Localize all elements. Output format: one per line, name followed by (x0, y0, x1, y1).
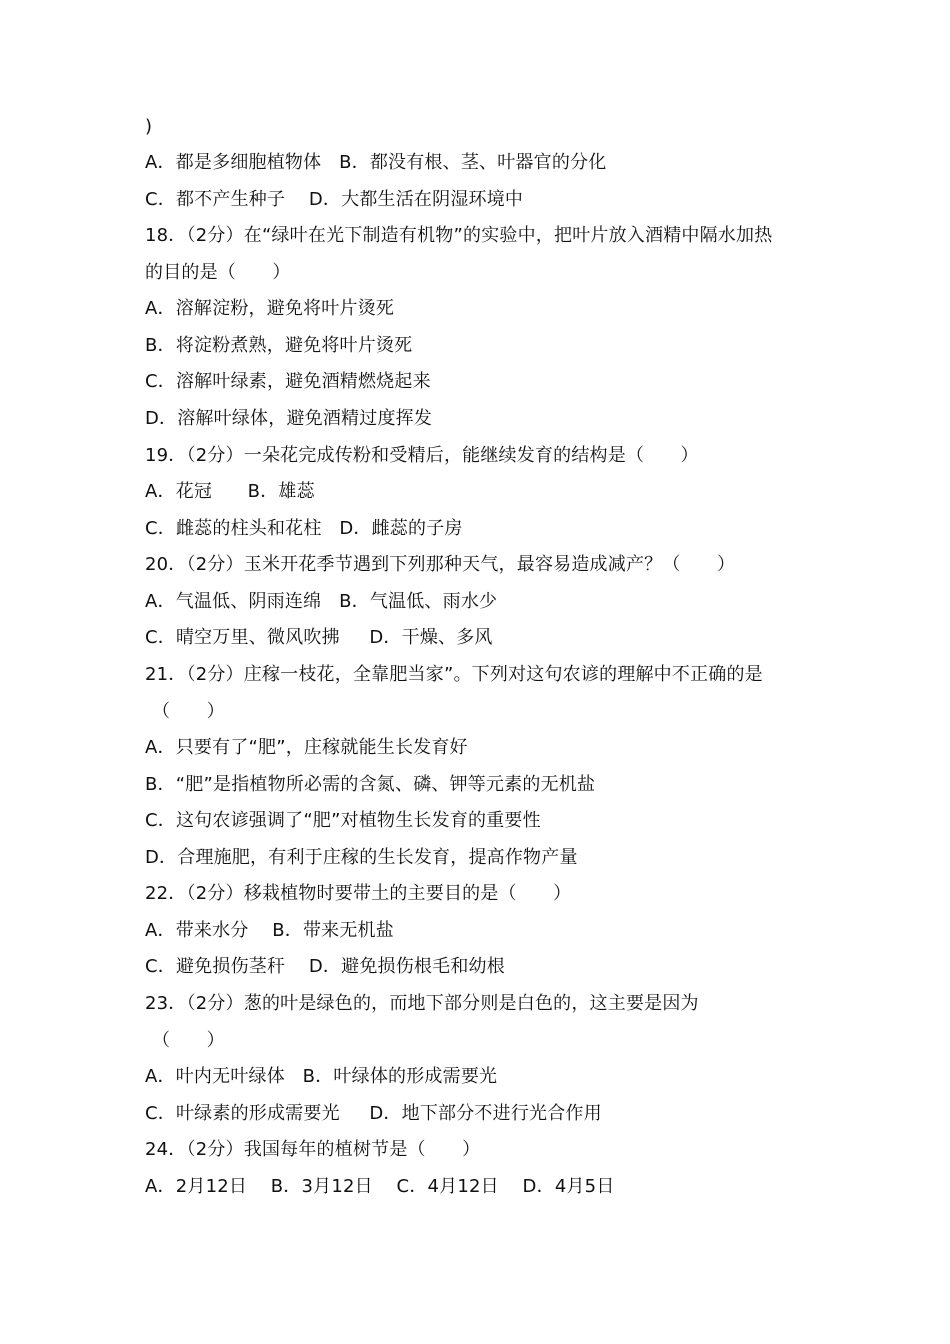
question-21-cont: （ ） (152, 701, 225, 722)
option-line: D．溶解叶绿体，避免酒精过度挥发 (145, 408, 433, 429)
question-24: 24．（2分）我国每年的植树节是（ ） (145, 1139, 481, 1160)
question-21: 21．（2分）庄稼一枝花，全靠肥当家”。下列对这句农谚的理解中不正确的是 (145, 664, 763, 685)
question-20: 20．（2分）玉米开花季节遇到下列那种天气，最容易造成减产？（ ） (145, 554, 736, 575)
option-line: C．这句农谚强调了“肥”对植物生长发育的重要性 (145, 810, 541, 831)
option-line: C．叶绿素的形成需要光 D．地下部分不进行光合作用 (145, 1103, 602, 1124)
option-line: C．晴空万里、微风吹拂 D．干燥、多风 (145, 627, 493, 648)
option-line: C．都不产生种子 D．大都生活在阴湿环境中 (145, 189, 524, 210)
option-line: D．合理施肥，有利于庄稼的生长发育，提高作物产量 (145, 847, 578, 868)
option-line: A．带来水分 B．带来无机盐 (145, 920, 394, 941)
question-18-cont: 的目的是（ ） (145, 262, 291, 283)
question-22: 22．（2分）移栽植物时要带土的主要目的是（ ） (145, 883, 572, 904)
question-23-cont: （ ） (152, 1030, 225, 1051)
option-line: C．避免损伤茎秆 D．避免损伤根毛和幼根 (145, 956, 505, 977)
option-line: B．“肥”是指植物所必需的含氮、磷、钾等元素的无机盐 (145, 774, 596, 795)
text-line: ) (145, 116, 153, 137)
option-line: A．气温低、阴雨连绵 B．气温低、雨水少 (145, 591, 498, 612)
question-23: 23．（2分）葱的叶是绿色的，而地下部分则是白色的，这主要是因为 (145, 993, 699, 1014)
option-line: A．只要有了“肥”，庄稼就能生长发育好 (145, 737, 468, 758)
option-line: A．都是多细胞植物体 B．都没有根、茎、叶器官的分化 (145, 152, 607, 173)
option-line: C．溶解叶绿素，避免酒精燃烧起来 (145, 371, 431, 392)
option-line: A．2月12日 B．3月12日 C．4月12日 D．4月5日 (145, 1176, 615, 1197)
question-18: 18．（2分）在“绿叶在光下制造有机物”的实验中，把叶片放入酒精中隔水加热 (145, 225, 773, 246)
question-19: 19．（2分）一朵花完成传粉和受精后，能继续发育的结构是（ ） (145, 445, 699, 466)
option-line: C．雌蕊的柱头和花柱 D．雌蕊的子房 (145, 518, 463, 539)
option-line: B．将淀粉煮熟，避免将叶片烫死 (145, 335, 413, 356)
option-line: A．溶解淀粉，避免将叶片烫死 (145, 298, 395, 319)
option-line: A．花冠 B．雄蕊 (145, 481, 315, 502)
option-line: A．叶内无叶绿体 B．叶绿体的形成需要光 (145, 1066, 498, 1087)
